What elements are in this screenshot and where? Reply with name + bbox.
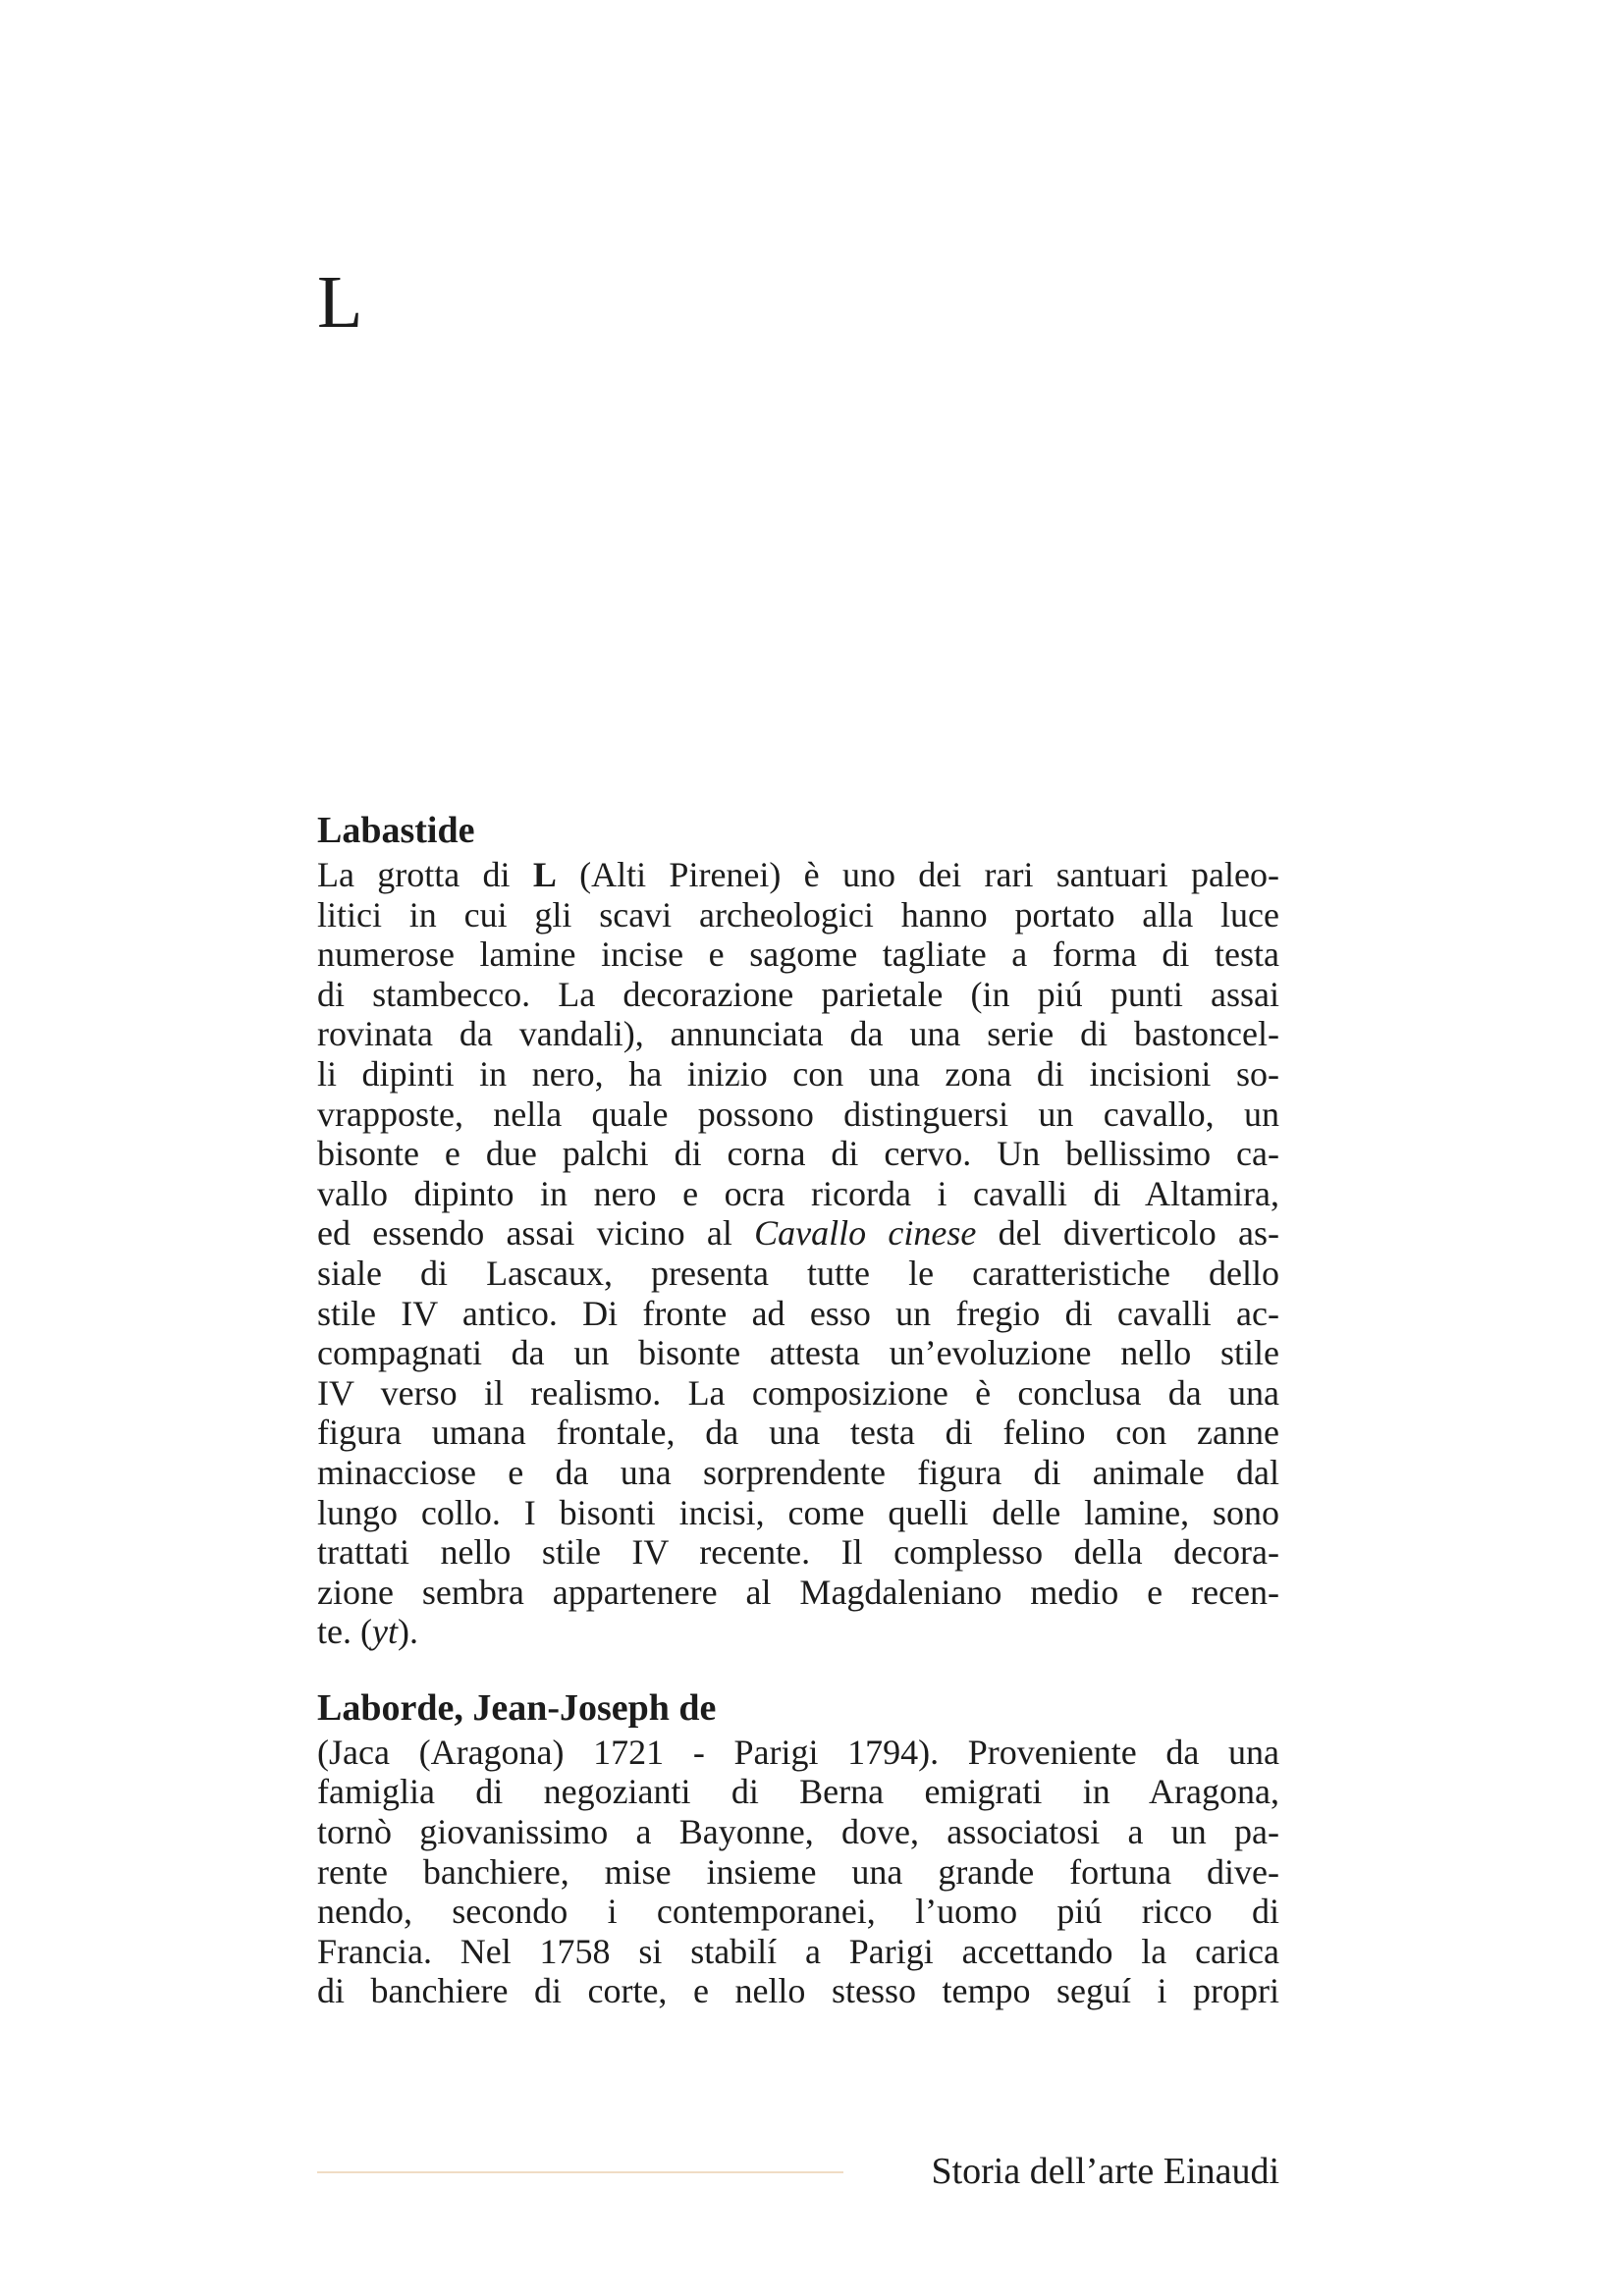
text-run: rente banchiere, mise insieme una grande fortuna dive- xyxy=(317,1851,1279,1892)
body-line xyxy=(317,1971,1279,2011)
body-line xyxy=(317,1892,1279,1932)
entry-body xyxy=(317,1733,1279,2011)
text-run: ed essendo assai vicino al xyxy=(317,1213,755,1254)
body-line xyxy=(317,1294,1279,1334)
text-run: rovinata da vandali), annunciata da una serie di bastoncel- xyxy=(317,1014,1279,1054)
text-run: vrapposte, nella quale possono distinguersi un cavallo, un xyxy=(317,1094,1279,1134)
body-line xyxy=(317,1413,1279,1453)
bold-run: L xyxy=(532,855,557,894)
body-line xyxy=(317,934,1279,975)
text-run: zione sembra appartenere al Magdaleniano medio e recen- xyxy=(317,1572,1279,1612)
text-run: numerose lamine incise e sagome tagliate a forma di testa xyxy=(317,934,1279,975)
text-run: tornò giovanissimo a Bayonne, dove, associatosi a un pa- xyxy=(317,1812,1279,1852)
body-line xyxy=(317,1453,1279,1493)
body-line xyxy=(317,895,1279,935)
text-run: lungo collo. I bisonti incisi, come quelli delle lamine, sono xyxy=(317,1492,1279,1532)
entry-labastide xyxy=(317,806,1279,1652)
body-line xyxy=(317,1333,1279,1373)
section-letter: L xyxy=(317,261,363,344)
footer-publication: Storia dell’arte Einaudi xyxy=(931,2151,1279,2192)
italic-run: yt xyxy=(371,1612,398,1652)
text-run: IV verso il realismo. La composizione è conclusa da una xyxy=(317,1372,1279,1413)
body-line xyxy=(317,1852,1279,1893)
body-line xyxy=(317,1213,1279,1254)
body-line xyxy=(317,1054,1279,1095)
text-run: di stambecco. La decorazione parietale (in piú punti assai xyxy=(317,974,1279,1014)
body-line xyxy=(317,1532,1279,1573)
body-line xyxy=(317,1095,1279,1135)
entry-body xyxy=(317,855,1279,1652)
body-line xyxy=(317,1573,1279,1613)
text-run: trattati nello stile IV recente. Il complesso della decora- xyxy=(317,1532,1279,1573)
entry-title: Labastide xyxy=(317,810,475,851)
text-run: stile IV antico. Di fronte ad esso un fregio di cavalli ac- xyxy=(317,1293,1279,1333)
body-line xyxy=(317,1134,1279,1174)
body-line xyxy=(317,1174,1279,1214)
body-line xyxy=(317,1733,1279,1773)
text-run: compagnati da un bisonte attesta un’evoluzione nello stile xyxy=(317,1333,1279,1373)
entries-column xyxy=(317,806,1279,2011)
text-run: te. ( xyxy=(317,1612,372,1652)
body-line xyxy=(317,855,1279,895)
text-run: minacciose e da una sorprendente figura di animale dal xyxy=(317,1452,1279,1492)
body-line xyxy=(317,1932,1279,1972)
text-run: figura umana frontale, da una testa di felino con zanne xyxy=(317,1413,1279,1453)
body-line xyxy=(317,1014,1279,1054)
body-line xyxy=(317,1772,1279,1812)
body-line xyxy=(317,1373,1279,1414)
text-run: La grotta di xyxy=(317,855,533,894)
text-run: ). xyxy=(397,1612,418,1652)
body-line xyxy=(317,1612,1279,1652)
text-run: siale di Lascaux, presenta tutte le caratteristiche dello xyxy=(317,1253,1279,1293)
italic-run: Cavallo cinese xyxy=(754,1213,977,1254)
body-line xyxy=(317,1812,1279,1852)
entry-laborde xyxy=(317,1683,1279,2011)
text-run: del diverticolo as- xyxy=(976,1213,1279,1254)
text-run: di banchiere di corte, e nello stesso tempo seguí i propri xyxy=(317,1971,1279,2011)
text-run: nendo, secondo i contemporanei, l’uomo piú ricco di xyxy=(317,1892,1279,1932)
entry-title: Laborde, Jean-Joseph de xyxy=(317,1686,717,1729)
text-run: li dipinti in nero, ha inizio con una zona di incisioni so- xyxy=(317,1053,1279,1094)
text-run: (Jaca (Aragona) 1721 - Parigi 1794). Proveniente da una xyxy=(317,1732,1279,1772)
body-line xyxy=(317,975,1279,1015)
text-run: bisonte e due palchi di corna di cervo. Un bellissimo ca- xyxy=(317,1134,1279,1174)
body-line xyxy=(317,1493,1279,1533)
text-run: (Alti Pirenei) è uno dei rari santuari paleo- xyxy=(556,855,1279,894)
text-run: vallo dipinto in nero e ocra ricorda i cavalli di Altamira, xyxy=(317,1173,1279,1213)
body-line xyxy=(317,1254,1279,1294)
text-run: famiglia di negozianti di Berna emigrati in Aragona, xyxy=(317,1772,1279,1812)
text-run: litici in cui gli scavi archeologici hanno portato alla luce xyxy=(317,894,1279,934)
footer-rule xyxy=(317,2171,843,2173)
text-run: Francia. Nel 1758 si stabilí a Parigi accettando la carica xyxy=(317,1931,1279,1971)
